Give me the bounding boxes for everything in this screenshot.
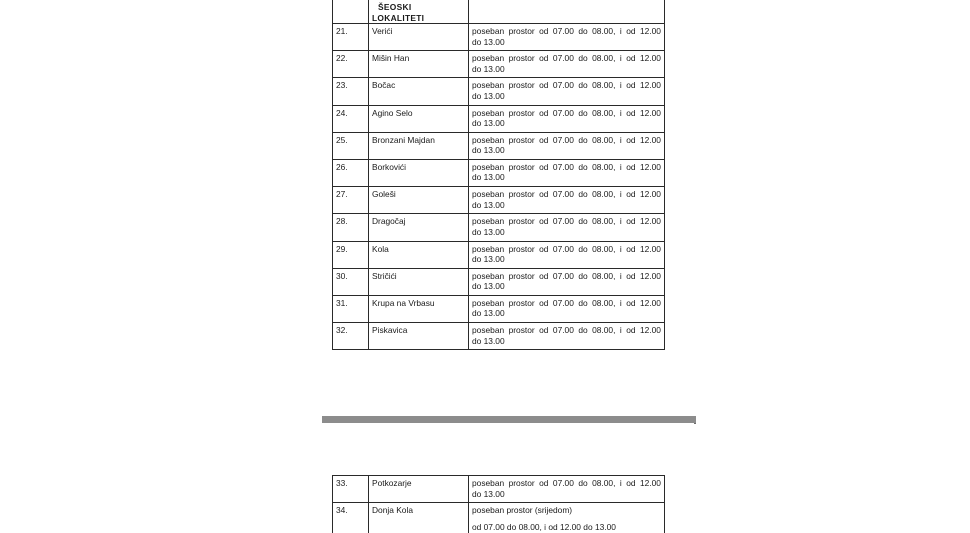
row-number: 27. bbox=[333, 187, 369, 214]
schedule-line2: od 07.00 do 08.00, i od 12.00 do 13.00 bbox=[472, 521, 616, 532]
location-name: Verići bbox=[369, 24, 469, 51]
row-number: 32. bbox=[333, 323, 369, 350]
schedule-word: prostor bbox=[508, 134, 535, 145]
schedule-word: 07.00 bbox=[552, 80, 574, 91]
schedule-word: od bbox=[539, 134, 549, 145]
location-name: Bronzani Majdan bbox=[369, 132, 469, 159]
schedule-word: od bbox=[539, 53, 549, 64]
schedule-word: 08.00, bbox=[592, 243, 616, 254]
document-page-1 bbox=[322, 0, 694, 416]
schedule-line2: do 13.00 bbox=[472, 308, 505, 319]
schedule-word: 08.00, bbox=[592, 26, 616, 36]
schedule-cell bbox=[469, 159, 665, 186]
table-row bbox=[333, 51, 665, 78]
schedule-word: 07.00 bbox=[552, 26, 574, 36]
table-row bbox=[333, 159, 665, 186]
schedule-word: od bbox=[626, 189, 636, 200]
schedule-word: poseban bbox=[472, 270, 505, 281]
schedule-line1 bbox=[472, 216, 661, 227]
schedule-word: 12.00 bbox=[639, 80, 661, 91]
schedule-word: do bbox=[578, 161, 588, 172]
schedule-word: poseban bbox=[472, 53, 505, 64]
schedule-word: poseban bbox=[472, 80, 505, 91]
row-number: 22. bbox=[333, 51, 369, 78]
schedule-word: i bbox=[619, 478, 622, 488]
schedule-line1 bbox=[472, 108, 661, 119]
schedule-word: do bbox=[578, 134, 588, 145]
schedule-word: i bbox=[619, 243, 622, 254]
schedule-cell bbox=[469, 78, 665, 105]
locations-table-page-1 bbox=[332, 0, 665, 350]
table-row bbox=[333, 187, 665, 214]
table-row bbox=[333, 105, 665, 132]
schedule-word: prostor bbox=[508, 189, 535, 200]
schedule-word: i bbox=[619, 107, 622, 118]
schedule-cell bbox=[469, 241, 665, 268]
schedule-cell bbox=[469, 295, 665, 322]
location-name: Piskavica bbox=[369, 323, 469, 350]
table-row bbox=[333, 241, 665, 268]
schedule-word: i bbox=[619, 161, 622, 172]
schedule-word: prostor bbox=[508, 216, 535, 227]
schedule-word: od bbox=[626, 243, 636, 254]
schedule-cell bbox=[469, 51, 665, 78]
schedule-line2: do 13.00 bbox=[472, 90, 505, 101]
schedule-line2: do 13.00 bbox=[472, 199, 505, 210]
schedule-word: 08.00, bbox=[592, 80, 616, 91]
schedule-word: 08.00, bbox=[592, 107, 616, 118]
schedule-line1 bbox=[472, 244, 661, 255]
schedule-line2: do 13.00 bbox=[472, 335, 505, 346]
schedule-word: prostor bbox=[508, 243, 535, 254]
schedule-word: od bbox=[539, 297, 549, 308]
schedule-word: 12.00 bbox=[639, 297, 661, 308]
location-name: Agino Selo bbox=[369, 105, 469, 132]
table-row bbox=[333, 503, 665, 533]
schedule-word: prostor bbox=[508, 161, 535, 172]
schedule-word: poseban bbox=[472, 243, 505, 254]
location-name: Dragočaj bbox=[369, 214, 469, 241]
schedule-line1 bbox=[472, 80, 661, 91]
schedule-word: i bbox=[619, 80, 622, 91]
schedule-line2: do 13.00 bbox=[472, 488, 505, 499]
header-num-cell bbox=[333, 0, 369, 24]
schedule-word: 12.00 bbox=[639, 134, 661, 145]
schedule-word: 07.00 bbox=[552, 161, 574, 172]
schedule-word: do bbox=[578, 26, 588, 36]
schedule-word: od bbox=[539, 26, 549, 36]
schedule-word: od bbox=[539, 107, 549, 118]
schedule-word: do bbox=[578, 297, 588, 308]
locations-table-page-2 bbox=[332, 475, 665, 533]
schedule-word: do bbox=[578, 478, 588, 488]
row-number: 23. bbox=[333, 78, 369, 105]
schedule-word: prostor bbox=[508, 270, 535, 281]
schedule-word: 07.00 bbox=[552, 270, 574, 281]
schedule-word: poseban bbox=[472, 297, 505, 308]
schedule-word: od bbox=[539, 189, 549, 200]
schedule-line2: do 13.00 bbox=[472, 145, 505, 156]
schedule-word: od bbox=[539, 478, 549, 488]
schedule-line2: do 13.00 bbox=[472, 172, 505, 183]
schedule-line1 bbox=[472, 298, 661, 309]
schedule-word: 08.00, bbox=[592, 134, 616, 145]
schedule-word: od bbox=[626, 297, 636, 308]
table-row bbox=[333, 268, 665, 295]
schedule-line1 bbox=[472, 189, 661, 200]
schedule-word: od bbox=[626, 134, 636, 145]
schedule-word: poseban bbox=[472, 216, 505, 227]
schedule-line1 bbox=[472, 478, 661, 489]
schedule-word: do bbox=[578, 53, 588, 64]
schedule-line1 bbox=[472, 325, 661, 336]
schedule-word: od bbox=[539, 216, 549, 227]
schedule-word: 08.00, bbox=[592, 161, 616, 172]
schedule-word: i bbox=[619, 325, 622, 336]
schedule-word: 12.00 bbox=[639, 270, 661, 281]
schedule-word: prostor bbox=[508, 80, 535, 91]
schedule-word: prostor bbox=[508, 478, 535, 488]
schedule-word: i bbox=[619, 189, 622, 200]
schedule-word: od bbox=[626, 216, 636, 227]
schedule-word: 07.00 bbox=[552, 243, 574, 254]
schedule-word: poseban bbox=[472, 478, 505, 488]
schedule-word: od bbox=[626, 26, 636, 36]
schedule-line1 bbox=[472, 162, 661, 173]
schedule-line1 bbox=[472, 26, 661, 37]
schedule-word: 12.00 bbox=[639, 216, 661, 227]
schedule-word: od bbox=[539, 325, 549, 336]
schedule-word: 08.00, bbox=[592, 216, 616, 227]
schedule-word: 07.00 bbox=[552, 325, 574, 336]
schedule-word: poseban bbox=[472, 134, 505, 145]
schedule-word: do bbox=[578, 216, 588, 227]
schedule-word: od bbox=[626, 325, 636, 336]
schedule-word: 12.00 bbox=[639, 161, 661, 172]
schedule-word: i bbox=[619, 270, 622, 281]
location-name: Borkovići bbox=[369, 159, 469, 186]
row-number: 26. bbox=[333, 159, 369, 186]
schedule-word: 08.00, bbox=[592, 325, 616, 336]
schedule-word: poseban bbox=[472, 26, 505, 36]
schedule-word: prostor bbox=[508, 26, 535, 36]
schedule-word: 07.00 bbox=[552, 216, 574, 227]
row-number: 31. bbox=[333, 295, 369, 322]
schedule-line1 bbox=[472, 53, 661, 64]
schedule-word: 12.00 bbox=[639, 53, 661, 64]
schedule-word: 12.00 bbox=[639, 189, 661, 200]
row-number: 33. bbox=[333, 476, 369, 503]
schedule-word: poseban bbox=[472, 161, 505, 172]
schedule-line2: do 13.00 bbox=[472, 63, 505, 74]
table-row bbox=[333, 476, 665, 503]
schedule-word: 12.00 bbox=[639, 107, 661, 118]
location-name: Kola bbox=[369, 241, 469, 268]
schedule-word: od bbox=[539, 161, 549, 172]
schedule-line2: do 13.00 bbox=[472, 254, 505, 264]
schedule-word: do bbox=[578, 80, 588, 91]
row-number: 21. bbox=[333, 24, 369, 51]
schedule-word: i bbox=[619, 297, 622, 308]
schedule-word: od bbox=[626, 80, 636, 91]
schedule-line1: poseban prostor (srijedom) bbox=[472, 505, 573, 516]
schedule-word: 08.00, bbox=[592, 297, 616, 308]
schedule-word: 07.00 bbox=[552, 107, 574, 118]
location-name: Donja Kola bbox=[369, 503, 469, 533]
schedule-word: od bbox=[539, 80, 549, 91]
row-number: 30. bbox=[333, 268, 369, 295]
schedule-word: 12.00 bbox=[639, 478, 661, 488]
table-row bbox=[333, 214, 665, 241]
schedule-word: do bbox=[578, 270, 588, 281]
schedule-word: poseban bbox=[472, 189, 505, 200]
header-time-cell bbox=[469, 0, 665, 24]
row-number: 25. bbox=[333, 132, 369, 159]
schedule-word: poseban bbox=[472, 325, 505, 336]
row-number: 24. bbox=[333, 105, 369, 132]
schedule-word: od bbox=[626, 478, 636, 488]
schedule-word: i bbox=[619, 134, 622, 145]
schedule-cell bbox=[469, 24, 665, 51]
table-row bbox=[333, 323, 665, 350]
schedule-cell bbox=[469, 503, 665, 533]
schedule-word: do bbox=[578, 243, 588, 254]
schedule-cell bbox=[469, 268, 665, 295]
table-row bbox=[333, 132, 665, 159]
schedule-word: do bbox=[578, 107, 588, 118]
schedule-line2: do 13.00 bbox=[472, 226, 505, 237]
schedule-word: 08.00, bbox=[592, 53, 616, 64]
schedule-word: poseban bbox=[472, 107, 505, 118]
row-number: 34. bbox=[333, 503, 369, 533]
schedule-word: od bbox=[539, 243, 549, 254]
schedule-word: i bbox=[619, 216, 622, 227]
table-row bbox=[333, 78, 665, 105]
schedule-word: 07.00 bbox=[552, 134, 574, 145]
location-name: Potkozarje bbox=[369, 476, 469, 503]
schedule-cell bbox=[469, 476, 665, 503]
schedule-word: od bbox=[626, 53, 636, 64]
schedule-word: 07.00 bbox=[552, 297, 574, 308]
table-row bbox=[333, 295, 665, 322]
location-name: Stričići bbox=[369, 268, 469, 295]
schedule-word: 07.00 bbox=[552, 189, 574, 200]
schedule-word: 12.00 bbox=[639, 26, 661, 36]
schedule-line1 bbox=[472, 135, 661, 146]
schedule-word: 08.00, bbox=[592, 270, 616, 281]
schedule-word: 12.00 bbox=[639, 325, 661, 336]
schedule-word: 08.00, bbox=[592, 478, 616, 488]
location-name: Krupa na Vrbasu bbox=[369, 295, 469, 322]
document-page-2 bbox=[322, 423, 694, 533]
schedule-cell bbox=[469, 187, 665, 214]
schedule-word: prostor bbox=[508, 297, 535, 308]
schedule-word: do bbox=[578, 325, 588, 336]
location-name: Goleši bbox=[369, 187, 469, 214]
schedule-word: od bbox=[626, 270, 636, 281]
section-title-cell bbox=[369, 0, 469, 24]
location-name: Bočac bbox=[369, 78, 469, 105]
schedule-word: prostor bbox=[508, 107, 535, 118]
schedule-word: 08.00, bbox=[592, 189, 616, 200]
schedule-cell bbox=[469, 323, 665, 350]
schedule-word: 12.00 bbox=[639, 243, 661, 254]
schedule-word: i bbox=[619, 53, 622, 64]
schedule-line1 bbox=[472, 271, 661, 282]
schedule-word: 07.00 bbox=[552, 478, 574, 488]
row-number: 29. bbox=[333, 241, 369, 268]
schedule-line2: do 13.00 bbox=[472, 281, 505, 292]
schedule-word: od bbox=[626, 161, 636, 172]
schedule-cell bbox=[469, 105, 665, 132]
table-row bbox=[333, 24, 665, 51]
schedule-cell bbox=[469, 132, 665, 159]
schedule-cell bbox=[469, 214, 665, 241]
schedule-word: prostor bbox=[508, 325, 535, 336]
schedule-word: prostor bbox=[508, 53, 535, 64]
location-name: Mišin Han bbox=[369, 51, 469, 78]
row-number: 28. bbox=[333, 214, 369, 241]
schedule-word: od bbox=[539, 270, 549, 281]
schedule-line2: do 13.00 bbox=[472, 118, 505, 129]
schedule-word: 07.00 bbox=[552, 53, 574, 64]
schedule-word: od bbox=[626, 107, 636, 118]
schedule-word: i bbox=[619, 26, 622, 36]
section-title: ŠEOSKI LOKALITETI bbox=[372, 2, 425, 23]
schedule-word: do bbox=[578, 189, 588, 200]
schedule-line2: do 13.00 bbox=[472, 36, 505, 47]
section-header-row bbox=[333, 0, 665, 24]
